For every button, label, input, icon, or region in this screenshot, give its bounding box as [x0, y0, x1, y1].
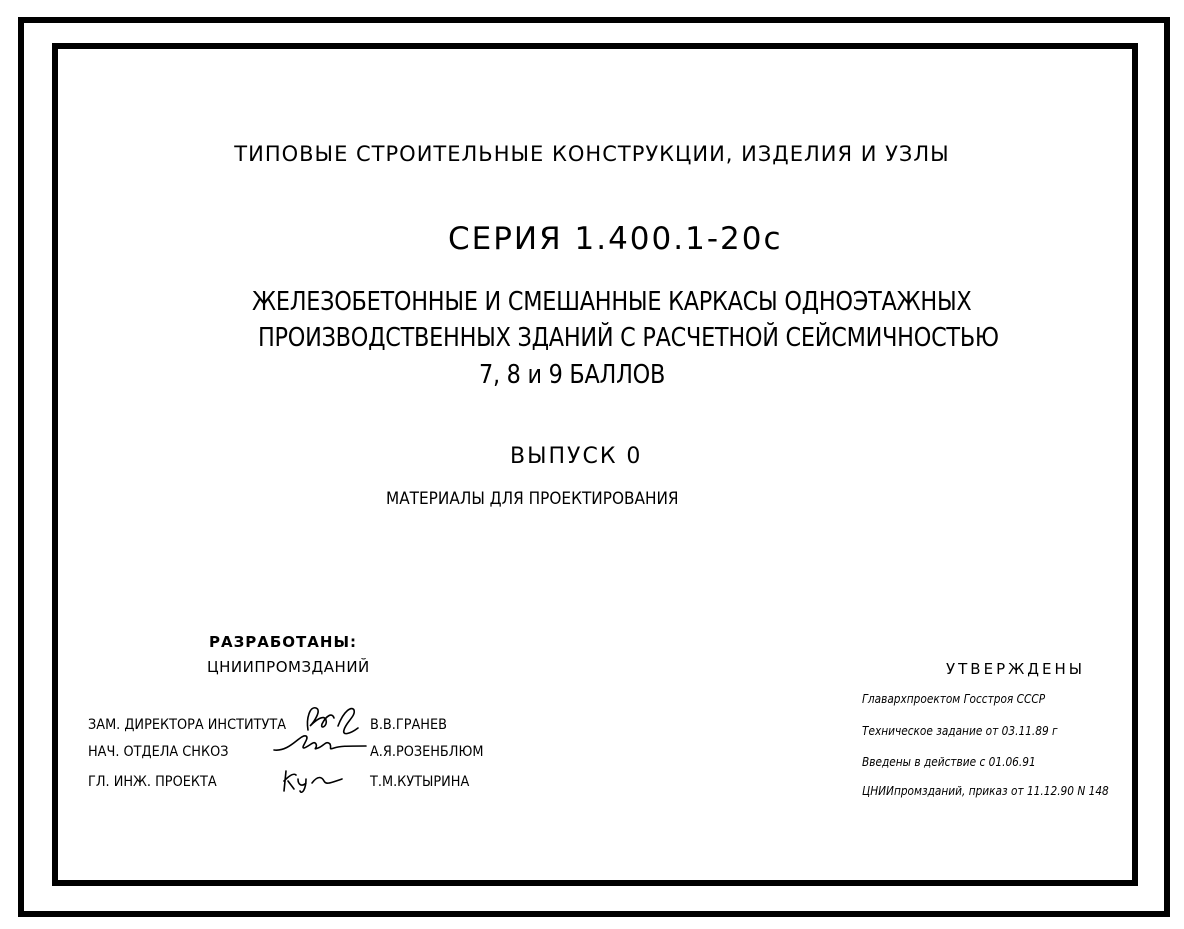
title-line-3: 7, 8 и 9 БАЛЛОВ [479, 360, 666, 390]
signatory-name: А.Я.РОЗЕНБЛЮМ [370, 744, 484, 760]
developers-organization: ЦНИИПРОМЗДАНИЙ [207, 658, 370, 676]
series-number: СЕРИЯ 1.400.1-20с [448, 221, 783, 257]
signature-rozenblyum [270, 730, 370, 760]
signatory-role: ГЛ. ИНЖ. ПРОЕКТА [88, 774, 217, 790]
signature-kutyrina [280, 765, 350, 795]
document-header: ТИПОВЫЕ СТРОИТЕЛЬНЫЕ КОНСТРУКЦИИ, ИЗДЕЛИЯ И УЗЛЫ [234, 142, 950, 166]
approval-line: Введены в действие с 01.06.91 [862, 755, 1036, 769]
developers-label: РАЗРАБОТАНЫ: [209, 633, 357, 651]
title-line-1: ЖЕЛЕЗОБЕТОННЫЕ И СМЕШАННЫЕ КАРКАСЫ ОДНОЭТАЖНЫХ [252, 287, 972, 317]
approval-line: Главархпроектом Госстроя СССР [862, 692, 1046, 706]
signatory-name: Т.М.КУТЫРИНА [370, 774, 470, 790]
signatory-role: НАЧ. ОТДЕЛА СНКОЗ [88, 744, 229, 760]
title-line-2: ПРОИЗВОДСТВЕННЫХ ЗДАНИЙ С РАСЧЕТНОЙ СЕЙСМИЧНОСТЬЮ [258, 323, 999, 353]
approval-label: УТВЕРЖДЕНЫ [946, 660, 1085, 678]
approval-line: ЦНИИпромзданий, приказ от 11.12.90 N 148 [862, 784, 1109, 798]
approval-line: Техническое задание от 03.11.89 г [862, 724, 1058, 738]
signatory-name: В.В.ГРАНЕВ [370, 717, 447, 733]
issue-number: ВЫПУСК 0 [510, 444, 643, 469]
document-subtitle: МАТЕРИАЛЫ ДЛЯ ПРОЕКТИРОВАНИЯ [386, 489, 679, 509]
signatory-role: ЗАМ. ДИРЕКТОРА ИНСТИТУТА [88, 717, 287, 733]
